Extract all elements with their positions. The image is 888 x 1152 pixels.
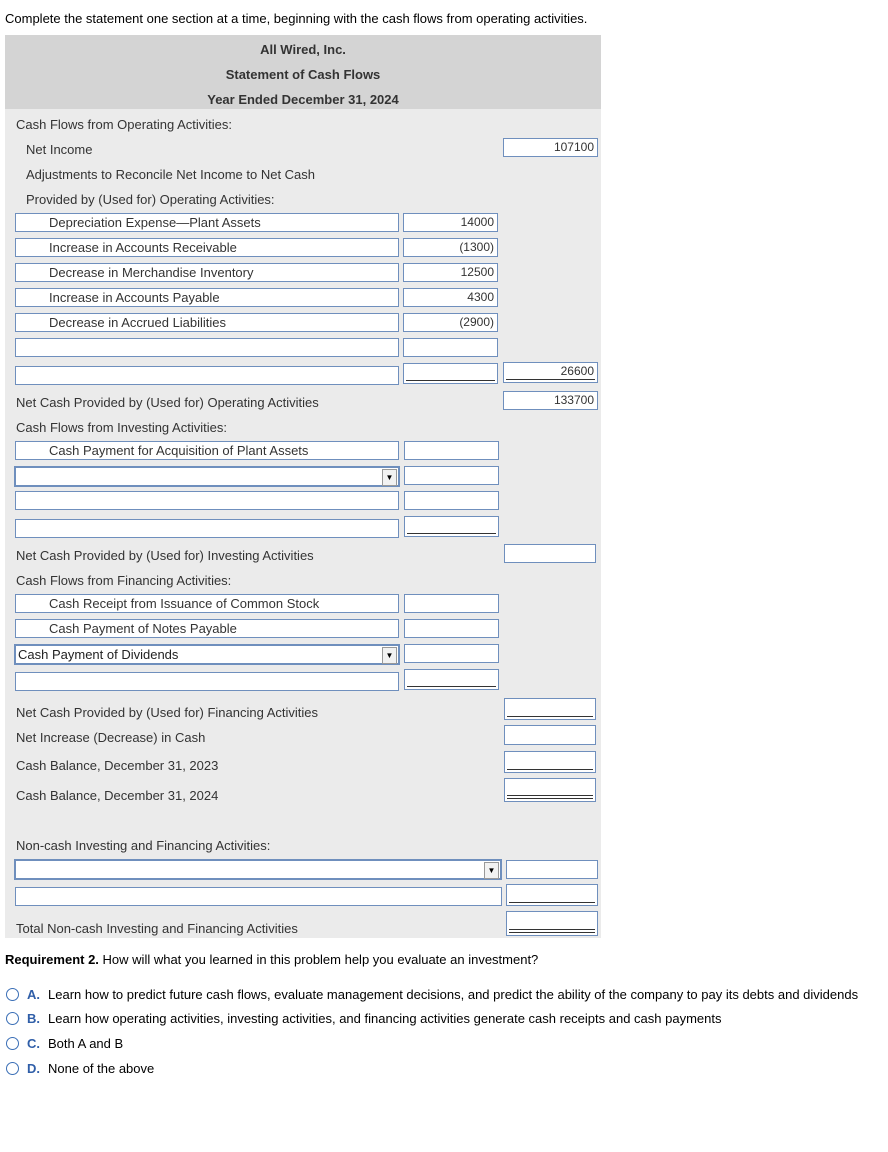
operating-item-value[interactable]: 14000 bbox=[403, 213, 498, 232]
net-investing-input[interactable] bbox=[504, 544, 596, 563]
requirement-label: Requirement 2. bbox=[5, 952, 99, 967]
financing-item-label[interactable]: Cash Payment of Notes Payable bbox=[15, 619, 399, 638]
financing-item-value[interactable] bbox=[404, 669, 499, 690]
adjustments-label-1: Adjustments to Reconcile Net Income to Net Cash bbox=[26, 167, 316, 182]
net-change-label: Net Increase (Decrease) in Cash bbox=[16, 730, 206, 745]
financing-item-value[interactable] bbox=[404, 644, 499, 663]
net-change-input[interactable] bbox=[504, 725, 596, 745]
net-investing-label: Net Cash Provided by (Used for) Investing Activities bbox=[16, 548, 314, 563]
operating-item-value[interactable]: (1300) bbox=[403, 238, 498, 257]
option-letter: B. bbox=[27, 1011, 40, 1026]
net-income-input[interactable]: 107100 bbox=[503, 138, 598, 157]
noncash-total-input[interactable] bbox=[506, 911, 598, 936]
noncash-item-value[interactable] bbox=[506, 884, 598, 906]
adjustments-label-2: Provided by (Used for) Operating Activities: bbox=[26, 192, 275, 207]
statement-title: Statement of Cash Flows bbox=[225, 67, 381, 82]
financing-item-label[interactable]: Cash Receipt from Issuance of Common Stock bbox=[15, 594, 399, 613]
begin-balance-input[interactable] bbox=[504, 751, 596, 773]
investing-item-label[interactable] bbox=[15, 491, 399, 510]
noncash-item-label[interactable] bbox=[15, 887, 502, 906]
radio-button[interactable] bbox=[6, 1062, 19, 1075]
option-text: Learn how operating activities, investing activities, and financing activities generate cash receipts and cash payments bbox=[48, 1011, 722, 1026]
radio-button[interactable] bbox=[6, 1037, 19, 1050]
option-letter: D. bbox=[27, 1061, 40, 1076]
investing-item-label[interactable]: Cash Payment for Acquisition of Plant Assets bbox=[15, 441, 399, 460]
radio-button[interactable] bbox=[6, 988, 19, 1001]
option-text: None of the above bbox=[48, 1061, 155, 1076]
instructions: Complete the statement one section at a time, beginning with the cash flows from operating activities. bbox=[5, 11, 588, 26]
net-financing-label: Net Cash Provided by (Used for) Financing Activities bbox=[16, 705, 319, 720]
dropdown-arrow-icon[interactable]: ▼ bbox=[382, 469, 397, 486]
investing-item-value[interactable] bbox=[404, 516, 499, 537]
net-operating-input[interactable]: 133700 bbox=[503, 391, 598, 410]
radio-button[interactable] bbox=[6, 1012, 19, 1025]
operating-item-label[interactable]: Depreciation Expense—Plant Assets bbox=[15, 213, 399, 232]
investing-account-select[interactable] bbox=[14, 466, 400, 487]
requirement-question bbox=[5, 952, 538, 967]
noncash-heading: Non-cash Investing and Financing Activities: bbox=[16, 838, 271, 853]
financing-item-label[interactable] bbox=[15, 672, 399, 691]
operating-item-value[interactable]: 4300 bbox=[403, 288, 498, 307]
net-operating-label: Net Cash Provided by (Used for) Operating Activities bbox=[16, 395, 319, 410]
operating-item-label[interactable] bbox=[15, 366, 399, 385]
option-d[interactable] bbox=[6, 1061, 154, 1077]
end-balance-input[interactable] bbox=[504, 778, 596, 802]
investing-item-label[interactable] bbox=[15, 519, 399, 538]
option-c[interactable] bbox=[6, 1036, 123, 1052]
financing-item-value[interactable] bbox=[404, 594, 499, 613]
operating-item-label[interactable]: Decrease in Accrued Liabilities bbox=[15, 313, 399, 332]
net-income-label: Net Income bbox=[26, 142, 93, 157]
noncash-item-value[interactable] bbox=[506, 860, 598, 879]
begin-balance-label: Cash Balance, December 31, 2023 bbox=[16, 758, 219, 773]
statement-period: Year Ended December 31, 2024 bbox=[207, 92, 399, 107]
operating-item-label[interactable] bbox=[15, 338, 399, 357]
operating-item-label[interactable]: Decrease in Merchandise Inventory bbox=[15, 263, 399, 282]
end-balance-label: Cash Balance, December 31, 2024 bbox=[16, 788, 219, 803]
financing-account-select[interactable] bbox=[14, 644, 400, 665]
financing-item-value[interactable] bbox=[404, 619, 499, 638]
financing-select-value: Cash Payment of Dividends bbox=[18, 647, 179, 662]
operating-item-value[interactable] bbox=[403, 338, 498, 357]
dropdown-arrow-icon[interactable]: ▼ bbox=[382, 647, 397, 664]
net-financing-input[interactable] bbox=[504, 698, 596, 720]
option-text: Learn how to predict future cash flows, evaluate management decisions, and predict the ability of the company to pay its debts and dividends bbox=[48, 987, 859, 1002]
investing-item-value[interactable] bbox=[404, 466, 499, 485]
investing-item-value[interactable] bbox=[404, 491, 499, 510]
investing-heading: Cash Flows from Investing Activities: bbox=[16, 420, 227, 435]
option-text: Both A and B bbox=[48, 1036, 124, 1051]
option-letter: C. bbox=[27, 1036, 40, 1051]
requirement-text: How will what you learned in this problem help you evaluate an investment? bbox=[102, 952, 539, 967]
financing-heading: Cash Flows from Financing Activities: bbox=[16, 573, 232, 588]
investing-item-value[interactable] bbox=[404, 441, 499, 460]
noncash-total-label: Total Non-cash Investing and Financing Activities bbox=[16, 921, 298, 936]
operating-item-value[interactable] bbox=[403, 363, 498, 384]
option-b[interactable] bbox=[6, 1011, 722, 1027]
operating-heading: Cash Flows from Operating Activities: bbox=[16, 117, 233, 132]
option-a[interactable] bbox=[6, 987, 858, 1003]
operating-item-label[interactable]: Increase in Accounts Receivable bbox=[15, 238, 399, 257]
operating-item-label[interactable]: Increase in Accounts Payable bbox=[15, 288, 399, 307]
operating-adjustments-total[interactable]: 26600 bbox=[503, 362, 598, 383]
operating-item-value[interactable]: 12500 bbox=[403, 263, 498, 282]
noncash-account-select[interactable] bbox=[14, 859, 502, 880]
dropdown-arrow-icon[interactable]: ▼ bbox=[484, 862, 499, 879]
option-letter: A. bbox=[27, 987, 40, 1002]
operating-item-value[interactable]: (2900) bbox=[403, 313, 498, 332]
company-name: All Wired, Inc. bbox=[260, 42, 346, 57]
